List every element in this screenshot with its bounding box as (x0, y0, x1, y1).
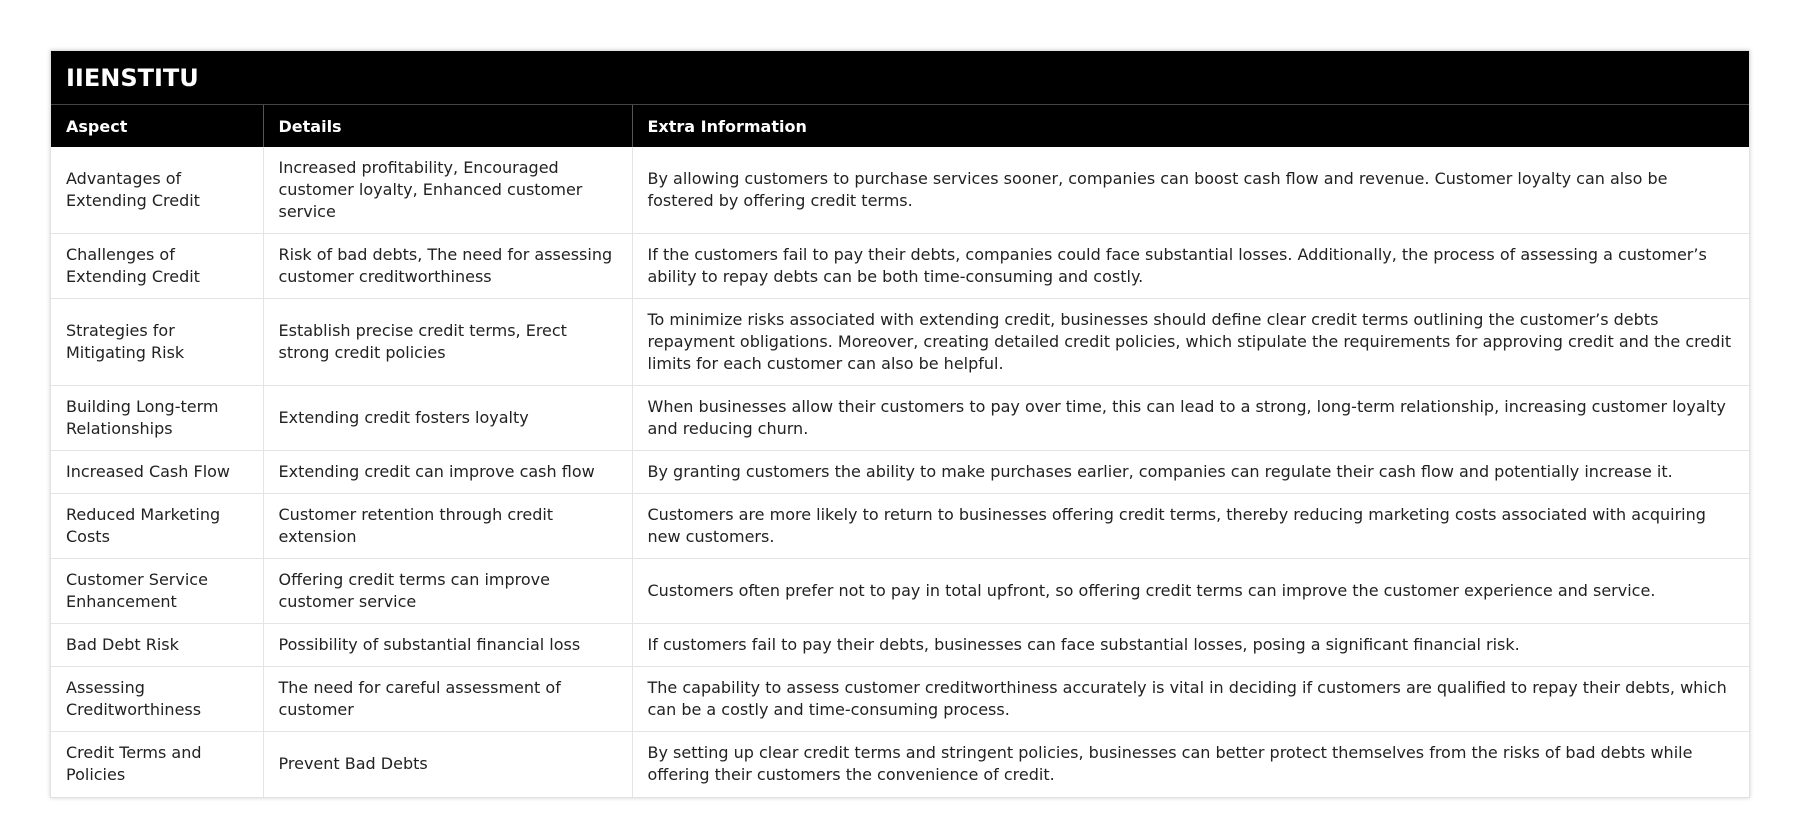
details-cell: Possibility of substantial financial loss (263, 624, 632, 667)
extra-info-cell: If customers fail to pay their debts, businesses can face substantial losses, posing a significant financial risk. (632, 624, 1749, 667)
aspect-cell: Increased Cash Flow (51, 451, 263, 494)
credit-aspects-table (51, 105, 1749, 797)
extra-info-cell: When businesses allow their customers to pay over time, this can lead to a strong, long-term relationship, increasing customer loyalty and reducing churn. (632, 386, 1749, 451)
table-row (51, 451, 1749, 494)
table-row (51, 624, 1749, 667)
extra-info-cell: By setting up clear credit terms and stringent policies, businesses can better protect themselves from the risks of bad debts while offering their customers the convenience of credit. (647, 743, 1693, 785)
table-row (51, 386, 1749, 451)
table-row (51, 299, 1749, 386)
header-aspect: Aspect (51, 105, 263, 147)
header-extra-information: Extra Information (632, 105, 1749, 147)
table-row (51, 494, 1749, 559)
extra-info-cell: By allowing customers to purchase services sooner, companies can boost cash flow and revenue. Customer loyalty can also be fostered by offering credit terms. (632, 147, 1749, 234)
header-details: Details (263, 105, 632, 147)
aspect-cell: Customer Service Enhancement (51, 559, 263, 624)
details-cell: Prevent Bad Debts (263, 732, 632, 797)
details-cell: Extending credit can improve cash flow (263, 451, 632, 494)
details-cell: The need for careful assessment of customer (263, 667, 632, 732)
details-cell: Customer retention through credit extension (263, 494, 632, 559)
table-row (51, 147, 1749, 234)
extra-info-cell: By granting customers the ability to make purchases earlier, companies can regulate their cash flow and potentially increase it. (632, 451, 1749, 494)
extra-info-cell: The capability to assess customer creditworthiness accurately is vital in deciding if customers are qualified to repay their debts, which can be a costly and time-consuming process. (632, 667, 1749, 732)
credit-table-container (50, 50, 1750, 798)
aspect-cell: Challenges of Extending Credit (51, 234, 263, 299)
aspect-cell: Bad Debt Risk (51, 624, 263, 667)
table-row (51, 732, 1749, 797)
extra-info-cell: Customers often prefer not to pay in total upfront, so offering credit terms can improve the customer experience and service. (632, 559, 1749, 624)
table-row (51, 667, 1749, 732)
table-title: IIENSTITU (51, 51, 1749, 105)
aspect-cell: Reduced Marketing Costs (51, 494, 263, 559)
details-cell: Offering credit terms can improve customer service (263, 559, 632, 624)
aspect-cell: Advantages of Extending Credit (51, 147, 263, 234)
details-cell: Extending credit fosters loyalty (263, 386, 632, 451)
extra-info-cell: To minimize risks associated with extending credit, businesses should define clear credit terms outlining the customer’s debts repayment obligations. Moreover, creating detailed credit policies, which stipulate the requirements for approving credit and the credit limits for each customer can also be helpful. (632, 299, 1749, 386)
aspect-cell: Credit Terms and Policies (51, 732, 263, 797)
table-row (51, 559, 1749, 624)
table-row (51, 234, 1749, 299)
details-cell: Risk of bad debts, The need for assessing customer creditworthiness (263, 234, 632, 299)
aspect-cell: Building Long-term Relationships (51, 386, 263, 451)
aspect-cell: Assessing Creditworthiness (51, 667, 263, 732)
details-cell: Increased profitability, Encouraged customer loyalty, Enhanced customer service (263, 147, 632, 234)
aspect-cell: Strategies for Mitigating Risk (51, 299, 263, 386)
details-cell: Establish precise credit terms, Erect strong credit policies (263, 299, 632, 386)
header-row (51, 105, 1749, 147)
extra-info-cell: Customers are more likely to return to businesses offering credit terms, thereby reducing marketing costs associated with acquiring new customers. (632, 494, 1749, 559)
extra-info-cell: If the customers fail to pay their debts, companies could face substantial losses. Additionally, the process of assessing a customer’s ability to repay debts can be both time-consuming and costly. (632, 234, 1749, 299)
